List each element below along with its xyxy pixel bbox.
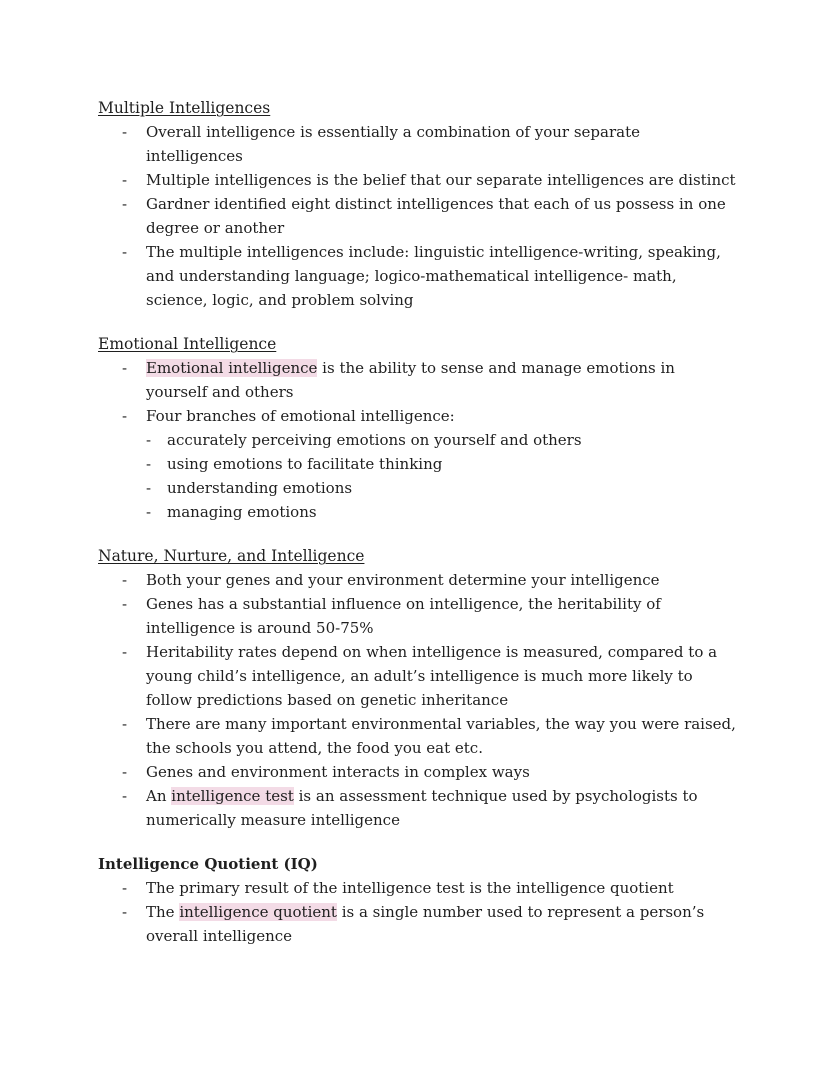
list-item [146,900,738,948]
section-heading: Multiple Intelligences [98,99,271,117]
section-iq [98,852,738,948]
section-multiple-intelligences [98,96,738,312]
sub-list-item: - understanding emotions [167,476,738,500]
section-heading: Nature, Nurture, and Intelligence [98,547,365,565]
section-nature-nurture [98,544,738,832]
list-item: - Genes and environment interacts in complex ways [146,760,738,784]
list-item: - There are many important environmental variables, the way you were raised, the schools you attend, the food you eat etc. [146,712,738,760]
sub-list-item: - using emotions to facilitate thinking [167,452,738,476]
list-item-text: is the ability to sense and manage emotions in yourself and others [146,359,675,401]
bullet-list [98,876,738,948]
list-item-text: An [146,787,172,805]
section-heading: Intelligence Quotient (IQ) [98,855,318,873]
sub-bullet-list [146,428,738,524]
list-item: - The multiple intelligences include: linguistic intelligence-writing, speaking, and understanding language; logico-mathematical intelligence- math, science, logic, and problem solving [146,240,738,312]
section-heading: Emotional Intelligence [98,335,277,353]
list-item [146,356,738,404]
sub-list-item: - managing emotions [167,500,738,524]
list-item: - Genes has a substantial influence on intelligence, the heritability of intelligence is around 50-75% [146,592,738,640]
list-item-text: is an assessment technique used by psychologists to numerically measure intelligence [146,787,698,829]
highlighted-term: intelligence quotient [179,903,337,921]
document-page [98,96,738,968]
list-item: - The primary result of the intelligence test is the intelligence quotient [146,876,738,900]
list-item: - Both your genes and your environment determine your intelligence [146,568,738,592]
list-item [146,784,738,832]
highlighted-term: Emotional intelligence [146,359,318,377]
bullet-list [98,356,738,524]
bullet-list [98,120,738,312]
highlighted-term: intelligence test [171,787,294,805]
section-emotional-intelligence [98,332,738,524]
list-item-text: The [146,903,180,921]
list-item-text: is a single number used to represent a person’s overall intelligence [146,903,705,945]
list-item: - Multiple intelligences is the belief that our separate intelligences are distinct [146,168,738,192]
list-item: - Overall intelligence is essentially a combination of your separate intelligences [146,120,738,168]
list-item [146,404,738,524]
list-item: - Gardner identified eight distinct intelligences that each of us possess in one degree or another [146,192,738,240]
bullet-list [98,568,738,832]
list-item-text: Four branches of emotional intelligence: [146,407,455,425]
list-item: - Heritability rates depend on when intelligence is measured, compared to a young child’s intelligence, an adult’s intelligence is much more likely to follow predictions based on genetic inheritance [146,640,738,712]
sub-list-item: - accurately perceiving emotions on yourself and others [167,428,738,452]
